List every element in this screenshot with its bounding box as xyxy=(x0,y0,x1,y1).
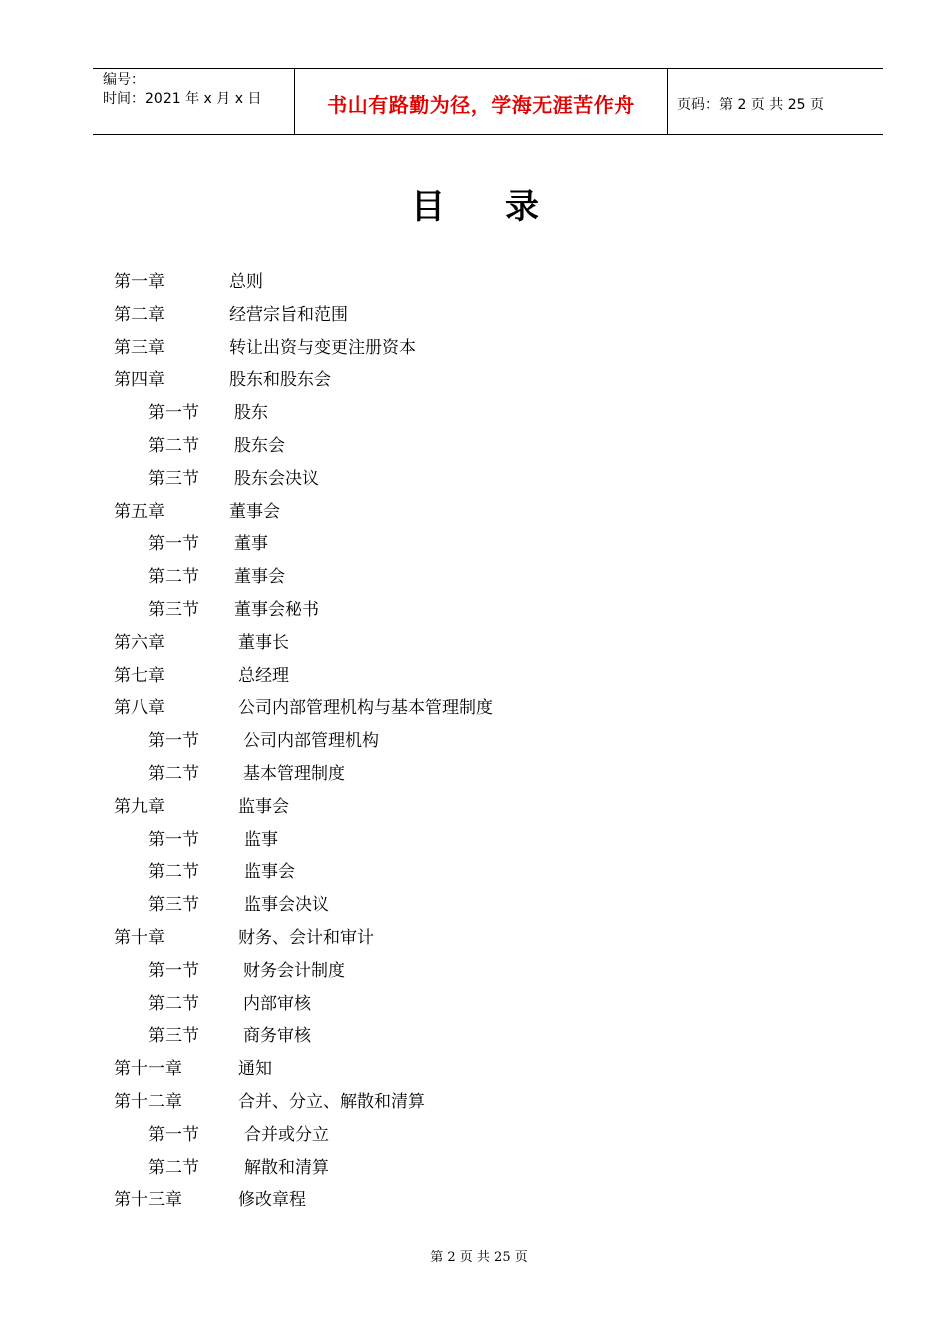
header-meta-cell xyxy=(93,69,295,134)
toc-entry-title: 通知 xyxy=(238,1059,272,1080)
toc-entry-title: 转让出资与变更注册资本 xyxy=(229,337,416,358)
toc-entry-number: 第一节 xyxy=(148,1124,199,1145)
toc-chapter-entry xyxy=(0,660,950,693)
toc-entry-number: 第十二章 xyxy=(114,1091,182,1112)
toc-entry-number: 第六章 xyxy=(114,632,165,653)
toc-entry-title: 公司内部管理机构与基本管理制度 xyxy=(238,698,493,719)
toc-chapter-entry xyxy=(0,1086,950,1119)
toc-section-entry xyxy=(0,1119,950,1152)
toc-entry-title: 经营宗旨和范围 xyxy=(229,304,348,325)
toc-entry-title: 股东会决议 xyxy=(234,468,319,489)
header-motto: 书山有路勤为径，学海无涯苦作舟 xyxy=(327,93,635,117)
toc-entry-title: 修改章程 xyxy=(238,1190,306,1211)
page-footer: 第 2 页 共 25 页 xyxy=(430,1250,528,1265)
toc-entry-title: 股东和股东会 xyxy=(229,370,331,391)
toc-entry-title: 内部审核 xyxy=(243,993,311,1014)
toc-entry-number: 第二章 xyxy=(114,304,165,325)
toc-entry-number: 第二节 xyxy=(148,993,199,1014)
toc-title xyxy=(0,185,950,229)
toc-section-entry xyxy=(0,725,950,758)
toc-entry-title: 董事 xyxy=(234,534,268,555)
toc-section-entry xyxy=(0,397,950,430)
toc-chapter-entry xyxy=(0,922,950,955)
toc-entry-title: 商务审核 xyxy=(243,1026,311,1047)
toc-section-entry xyxy=(0,889,950,922)
toc-entry-title: 监事 xyxy=(244,829,278,850)
toc-entry-title: 股东会 xyxy=(234,435,285,456)
toc-entry-title: 财务会计制度 xyxy=(243,960,345,981)
toc-chapter-entry xyxy=(0,692,950,725)
toc-entry-title: 基本管理制度 xyxy=(243,763,345,784)
toc-title-char-1: 目 xyxy=(411,187,445,227)
toc-entry-number: 第八章 xyxy=(114,698,165,719)
toc-section-entry xyxy=(0,988,950,1021)
toc-section-entry xyxy=(0,758,950,791)
toc-entry-number: 第七章 xyxy=(114,665,165,686)
toc-chapter-entry xyxy=(0,332,950,365)
toc-entry-number: 第一章 xyxy=(114,272,165,292)
toc-entry-title: 总经理 xyxy=(238,665,289,686)
toc-title-char-2: 录 xyxy=(505,187,539,227)
toc-chapter-entry xyxy=(0,1053,950,1086)
toc-entry-number: 第十章 xyxy=(114,927,165,948)
toc-entry-title: 董事会 xyxy=(229,501,280,522)
toc-entry-number: 第二节 xyxy=(148,567,199,588)
toc-entry-title: 合并或分立 xyxy=(244,1124,329,1145)
toc-entry-title: 董事会 xyxy=(234,567,285,588)
toc-entry-number: 第四章 xyxy=(114,370,165,391)
toc-entry-title: 总则 xyxy=(229,272,263,292)
toc-entry-number: 第二节 xyxy=(148,862,199,883)
header-page-info: 页码：第 2 页 共 25 页 xyxy=(677,97,824,113)
toc-section-entry xyxy=(0,1020,950,1053)
toc-section-entry xyxy=(0,824,950,857)
toc-entry-number: 第三节 xyxy=(148,468,199,489)
toc-entry-number: 第一节 xyxy=(148,403,199,424)
toc-entry-title: 董事会秘书 xyxy=(234,599,319,620)
toc-entry-title: 合并、分立、解散和清算 xyxy=(238,1091,425,1112)
toc-chapter-entry xyxy=(0,364,950,397)
toc-entry-title: 解散和清算 xyxy=(244,1157,329,1178)
toc-section-entry xyxy=(0,561,950,594)
toc-entry-title: 公司内部管理机构 xyxy=(243,731,379,752)
table-of-contents xyxy=(0,266,950,1217)
toc-entry-number: 第一节 xyxy=(148,731,199,752)
toc-entry-title: 监事会 xyxy=(244,862,295,883)
toc-entry-number: 第九章 xyxy=(114,796,165,817)
toc-chapter-entry xyxy=(0,496,950,529)
toc-entry-number: 第一节 xyxy=(148,829,199,850)
toc-section-entry xyxy=(0,430,950,463)
toc-section-entry xyxy=(0,594,950,627)
header-page-cell xyxy=(668,69,883,134)
toc-entry-number: 第十三章 xyxy=(114,1190,182,1211)
toc-chapter-entry xyxy=(0,627,950,660)
toc-entry-number: 第五章 xyxy=(114,501,165,522)
toc-entry-number: 第一节 xyxy=(148,534,199,555)
toc-entry-number: 第一节 xyxy=(148,960,199,981)
toc-section-entry xyxy=(0,463,950,496)
toc-entry-title: 监事会 xyxy=(238,796,289,817)
header-motto-cell xyxy=(295,69,668,134)
toc-entry-title: 监事会决议 xyxy=(244,895,329,916)
toc-entry-number: 第三章 xyxy=(114,337,165,358)
document-number-label: 编号： xyxy=(103,72,145,88)
toc-section-entry xyxy=(0,856,950,889)
toc-chapter-entry xyxy=(0,299,950,332)
toc-chapter-entry xyxy=(0,791,950,824)
toc-chapter-entry xyxy=(0,1184,950,1217)
toc-section-entry xyxy=(0,1152,950,1185)
toc-entry-number: 第三节 xyxy=(148,599,199,620)
page-header xyxy=(93,68,883,135)
toc-entry-number: 第三节 xyxy=(148,895,199,916)
toc-entry-number: 第二节 xyxy=(148,435,199,456)
toc-section-entry xyxy=(0,528,950,561)
toc-entry-title: 董事长 xyxy=(238,632,289,653)
toc-section-entry xyxy=(0,955,950,988)
document-time-label: 时间：2021 年 x 月 x 日 xyxy=(103,91,262,107)
toc-chapter-entry xyxy=(0,266,950,299)
toc-entry-number: 第二节 xyxy=(148,1157,199,1178)
toc-entry-title: 股东 xyxy=(234,403,268,424)
toc-entry-number: 第三节 xyxy=(148,1026,199,1047)
toc-entry-title: 财务、会计和审计 xyxy=(238,927,374,948)
toc-entry-number: 第二节 xyxy=(148,763,199,784)
toc-entry-number: 第十一章 xyxy=(114,1059,182,1080)
